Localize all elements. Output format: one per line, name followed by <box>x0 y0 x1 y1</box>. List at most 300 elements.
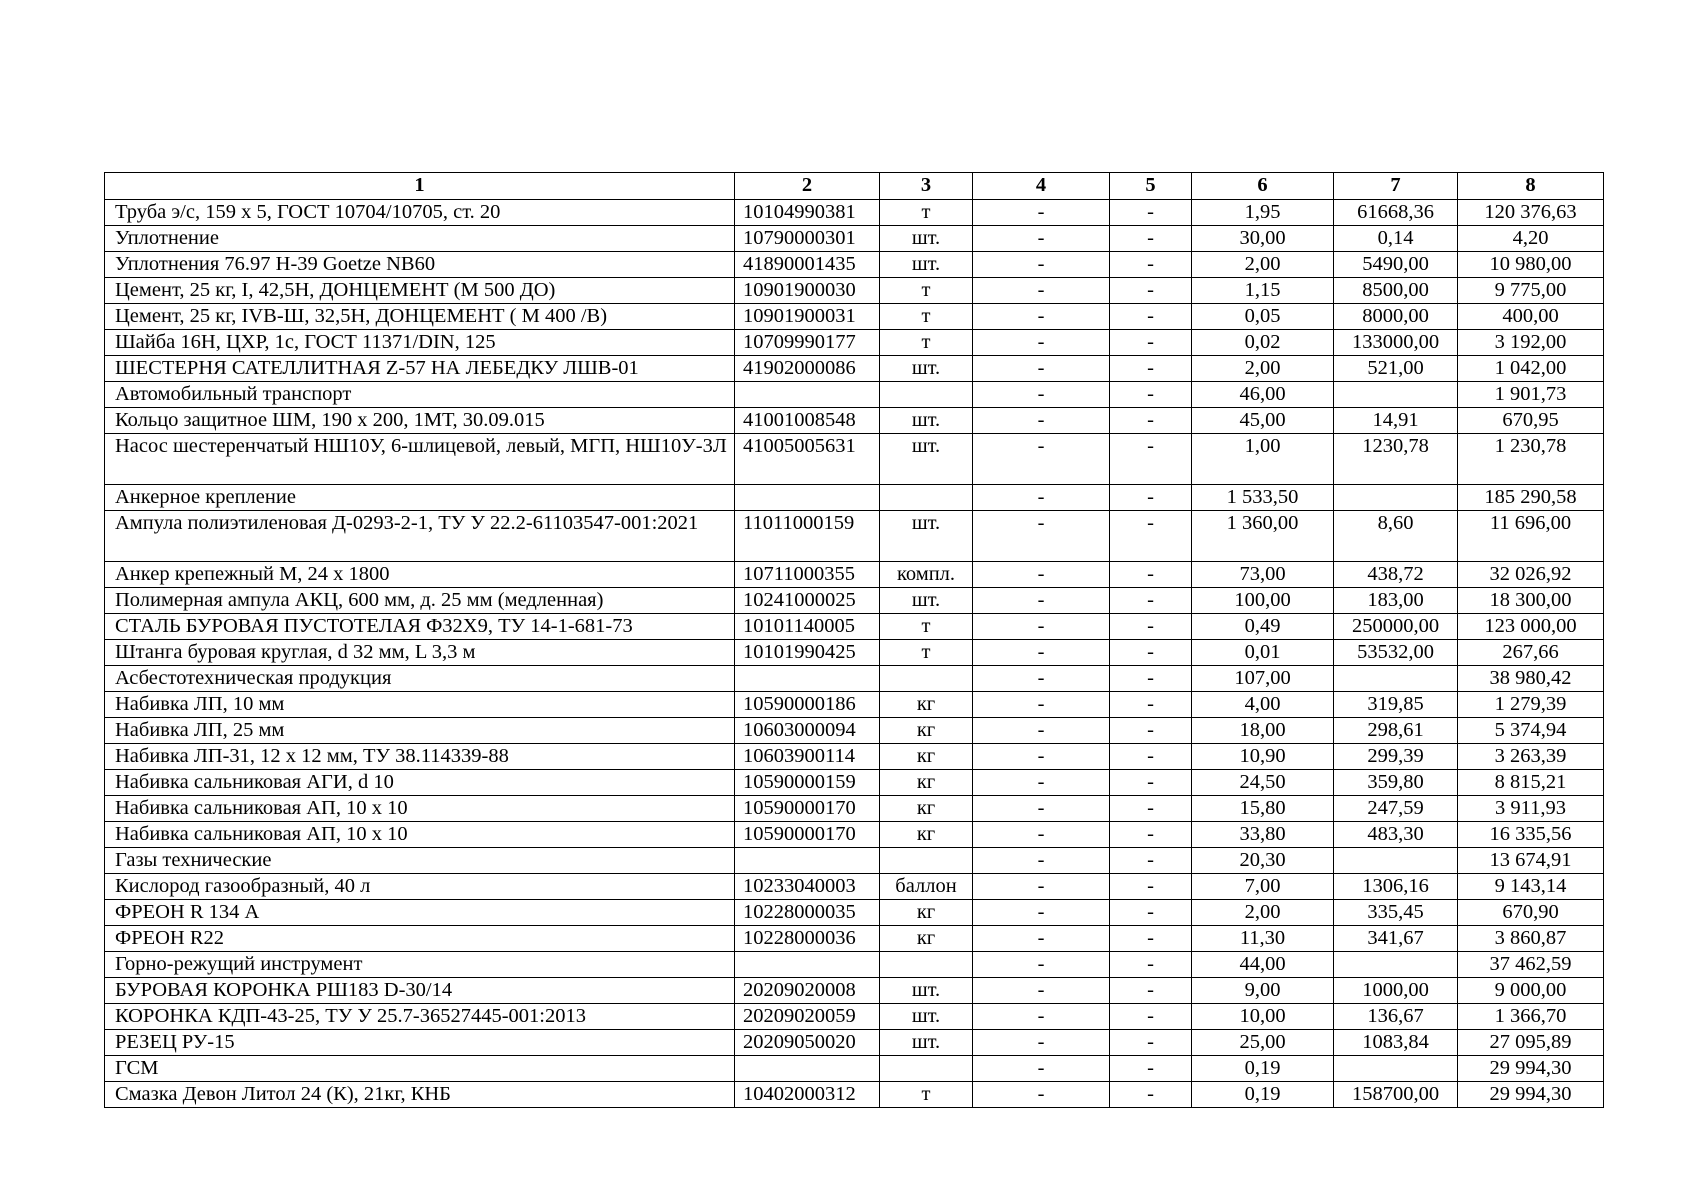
unit-cell: кг <box>880 796 973 822</box>
item-name-cell: Кислород газообразный, 40 л <box>105 874 735 900</box>
unit-cell: кг <box>880 744 973 770</box>
column-header: 3 <box>880 173 973 200</box>
col5-cell: - <box>1110 718 1192 744</box>
amount-cell: 123 000,00 <box>1458 614 1604 640</box>
item-name-cell: ГСМ <box>105 1056 735 1082</box>
price-cell: 299,39 <box>1334 744 1458 770</box>
table-row <box>105 744 1604 770</box>
col4-cell: - <box>973 278 1110 304</box>
col5-cell: - <box>1110 434 1192 485</box>
unit-cell: кг <box>880 770 973 796</box>
table-row <box>105 1004 1604 1030</box>
quantity-cell: 33,80 <box>1192 822 1334 848</box>
amount-cell: 1 366,70 <box>1458 1004 1604 1030</box>
price-cell: 1306,16 <box>1334 874 1458 900</box>
item-name-cell: Набивка сальниковая АГИ, d 10 <box>105 770 735 796</box>
item-code-cell: 10590000186 <box>735 692 880 718</box>
quantity-cell: 15,80 <box>1192 796 1334 822</box>
unit-cell: т <box>880 640 973 666</box>
item-code-cell: 11011000159 <box>735 511 880 562</box>
quantity-cell: 4,00 <box>1192 692 1334 718</box>
col5-cell: - <box>1110 200 1192 226</box>
col5-cell: - <box>1110 408 1192 434</box>
price-cell: 1083,84 <box>1334 1030 1458 1056</box>
item-code-cell: 10603900114 <box>735 744 880 770</box>
item-code-cell: 20209020008 <box>735 978 880 1004</box>
price-cell: 158700,00 <box>1334 1082 1458 1108</box>
col5-cell: - <box>1110 978 1192 1004</box>
column-header: 5 <box>1110 173 1192 200</box>
item-code-cell: 10101990425 <box>735 640 880 666</box>
quantity-cell: 1 360,00 <box>1192 511 1334 562</box>
table-row <box>105 356 1604 382</box>
column-header: 7 <box>1334 173 1458 200</box>
table-row <box>105 1030 1604 1056</box>
amount-cell: 670,95 <box>1458 408 1604 434</box>
col4-cell: - <box>973 978 1110 1004</box>
col4-cell: - <box>973 200 1110 226</box>
quantity-cell: 20,30 <box>1192 848 1334 874</box>
price-cell: 341,67 <box>1334 926 1458 952</box>
table-row <box>105 1082 1604 1108</box>
item-name-cell: Полимерная ампула АКЦ, 600 мм, д. 25 мм (медленная) <box>105 588 735 614</box>
amount-cell: 1 042,00 <box>1458 356 1604 382</box>
price-cell: 133000,00 <box>1334 330 1458 356</box>
column-header: 2 <box>735 173 880 200</box>
quantity-cell: 45,00 <box>1192 408 1334 434</box>
table-row <box>105 200 1604 226</box>
amount-cell: 18 300,00 <box>1458 588 1604 614</box>
price-cell: 8000,00 <box>1334 304 1458 330</box>
item-name-cell: Смазка Девон Литол 24 (К), 21кг, КНБ <box>105 1082 735 1108</box>
amount-cell: 1 901,73 <box>1458 382 1604 408</box>
item-code-cell <box>735 666 880 692</box>
item-name-cell: ФРЕОН R 134 А <box>105 900 735 926</box>
table-row <box>105 382 1604 408</box>
col5-cell: - <box>1110 640 1192 666</box>
table-row <box>105 485 1604 511</box>
amount-cell: 120 376,63 <box>1458 200 1604 226</box>
col4-cell: - <box>973 822 1110 848</box>
item-name-cell: ФРЕОН R22 <box>105 926 735 952</box>
item-code-cell: 10228000036 <box>735 926 880 952</box>
price-cell <box>1334 952 1458 978</box>
quantity-cell: 18,00 <box>1192 718 1334 744</box>
col5-cell: - <box>1110 588 1192 614</box>
col4-cell: - <box>973 926 1110 952</box>
col4-cell: - <box>973 304 1110 330</box>
item-name-cell: Труба э/с, 159 х 5, ГОСТ 10704/10705, ст. 20 <box>105 200 735 226</box>
unit-cell: шт. <box>880 434 973 485</box>
unit-cell: шт. <box>880 356 973 382</box>
quantity-cell: 1 533,50 <box>1192 485 1334 511</box>
price-cell: 1230,78 <box>1334 434 1458 485</box>
column-header: 8 <box>1458 173 1604 200</box>
amount-cell: 3 192,00 <box>1458 330 1604 356</box>
unit-cell: кг <box>880 718 973 744</box>
price-cell: 1000,00 <box>1334 978 1458 1004</box>
quantity-cell: 0,19 <box>1192 1082 1334 1108</box>
table-row <box>105 588 1604 614</box>
item-code-cell: 10241000025 <box>735 588 880 614</box>
col4-cell: - <box>973 900 1110 926</box>
item-code-cell: 10901900030 <box>735 278 880 304</box>
col4-cell: - <box>973 640 1110 666</box>
amount-cell: 13 674,91 <box>1458 848 1604 874</box>
item-name-cell: Набивка ЛП-31, 12 х 12 мм, ТУ 38.114339-88 <box>105 744 735 770</box>
item-code-cell <box>735 952 880 978</box>
unit-cell: т <box>880 200 973 226</box>
col4-cell: - <box>973 226 1110 252</box>
unit-cell <box>880 1056 973 1082</box>
col4-cell: - <box>973 588 1110 614</box>
item-code-cell <box>735 848 880 874</box>
table-row <box>105 952 1604 978</box>
column-header: 6 <box>1192 173 1334 200</box>
col4-cell: - <box>973 356 1110 382</box>
price-cell <box>1334 485 1458 511</box>
col5-cell: - <box>1110 1004 1192 1030</box>
item-code-cell: 41005005631 <box>735 434 880 485</box>
price-cell: 8500,00 <box>1334 278 1458 304</box>
table-row <box>105 330 1604 356</box>
price-cell <box>1334 1056 1458 1082</box>
quantity-cell: 0,02 <box>1192 330 1334 356</box>
col4-cell: - <box>973 408 1110 434</box>
unit-cell: т <box>880 1082 973 1108</box>
table-row <box>105 900 1604 926</box>
item-code-cell: 10590000159 <box>735 770 880 796</box>
table-row <box>105 511 1604 562</box>
col4-cell: - <box>973 666 1110 692</box>
table-row <box>105 692 1604 718</box>
amount-cell: 9 143,14 <box>1458 874 1604 900</box>
item-code-cell: 41902000086 <box>735 356 880 382</box>
item-name-cell: Насос шестеренчатый НШ10У, 6-шлицевой, левый, МГП, НШ10У-3Л <box>105 434 735 485</box>
table-row <box>105 278 1604 304</box>
col5-cell: - <box>1110 356 1192 382</box>
col5-cell: - <box>1110 926 1192 952</box>
table-row <box>105 562 1604 588</box>
unit-cell: шт. <box>880 511 973 562</box>
amount-cell: 32 026,92 <box>1458 562 1604 588</box>
price-cell: 359,80 <box>1334 770 1458 796</box>
unit-cell: т <box>880 278 973 304</box>
item-code-cell: 10790000301 <box>735 226 880 252</box>
price-cell: 438,72 <box>1334 562 1458 588</box>
item-name-cell: Кольцо защитное ШМ, 190 х 200, 1МТ, 30.09.015 <box>105 408 735 434</box>
unit-cell: кг <box>880 926 973 952</box>
quantity-cell: 2,00 <box>1192 356 1334 382</box>
item-name-cell: Автомобильный транспорт <box>105 382 735 408</box>
col5-cell: - <box>1110 796 1192 822</box>
table-row <box>105 226 1604 252</box>
price-cell: 521,00 <box>1334 356 1458 382</box>
table-row <box>105 614 1604 640</box>
unit-cell: т <box>880 614 973 640</box>
amount-cell: 10 980,00 <box>1458 252 1604 278</box>
price-cell: 8,60 <box>1334 511 1458 562</box>
quantity-cell: 24,50 <box>1192 770 1334 796</box>
amount-cell: 8 815,21 <box>1458 770 1604 796</box>
item-code-cell: 10104990381 <box>735 200 880 226</box>
table-row <box>105 874 1604 900</box>
item-code-cell: 10711000355 <box>735 562 880 588</box>
unit-cell: компл. <box>880 562 973 588</box>
col4-cell: - <box>973 382 1110 408</box>
col5-cell: - <box>1110 744 1192 770</box>
col4-cell: - <box>973 434 1110 485</box>
table-body <box>105 200 1604 1108</box>
item-name-cell: Уплотнения 76.97 Н-39 Goetze NB60 <box>105 252 735 278</box>
quantity-cell: 1,00 <box>1192 434 1334 485</box>
materials-table <box>104 172 1604 1108</box>
amount-cell: 5 374,94 <box>1458 718 1604 744</box>
item-name-cell: Набивка ЛП, 25 мм <box>105 718 735 744</box>
item-code-cell: 20209050020 <box>735 1030 880 1056</box>
price-cell: 61668,36 <box>1334 200 1458 226</box>
item-code-cell: 10590000170 <box>735 796 880 822</box>
item-name-cell: Анкер крепежный М, 24 х 1800 <box>105 562 735 588</box>
col5-cell: - <box>1110 304 1192 330</box>
amount-cell: 670,90 <box>1458 900 1604 926</box>
table-row <box>105 434 1604 485</box>
price-cell: 53532,00 <box>1334 640 1458 666</box>
amount-cell: 9 775,00 <box>1458 278 1604 304</box>
unit-cell: кг <box>880 900 973 926</box>
col5-cell: - <box>1110 900 1192 926</box>
unit-cell: шт. <box>880 1004 973 1030</box>
col4-cell: - <box>973 330 1110 356</box>
table-row <box>105 640 1604 666</box>
quantity-cell: 1,15 <box>1192 278 1334 304</box>
unit-cell: шт. <box>880 588 973 614</box>
col5-cell: - <box>1110 330 1192 356</box>
header-row <box>105 173 1604 200</box>
col4-cell: - <box>973 744 1110 770</box>
col4-cell: - <box>973 796 1110 822</box>
item-code-cell: 41890001435 <box>735 252 880 278</box>
table-row <box>105 304 1604 330</box>
unit-cell: шт. <box>880 1030 973 1056</box>
col5-cell: - <box>1110 1056 1192 1082</box>
col5-cell: - <box>1110 382 1192 408</box>
unit-cell: кг <box>880 692 973 718</box>
col4-cell: - <box>973 614 1110 640</box>
col4-cell: - <box>973 770 1110 796</box>
quantity-cell: 100,00 <box>1192 588 1334 614</box>
price-cell: 5490,00 <box>1334 252 1458 278</box>
item-name-cell: Набивка сальниковая АП, 10 х 10 <box>105 796 735 822</box>
item-name-cell: Цемент, 25 кг, IVB-Ш, 32,5Н, ДОНЦЕМЕНТ ( М 400 /В) <box>105 304 735 330</box>
col4-cell: - <box>973 485 1110 511</box>
item-name-cell: Анкерное крепление <box>105 485 735 511</box>
amount-cell: 11 696,00 <box>1458 511 1604 562</box>
item-name-cell: Шайба 16Н, ЦХР, 1с, ГОСТ 11371/DIN, 125 <box>105 330 735 356</box>
quantity-cell: 0,01 <box>1192 640 1334 666</box>
amount-cell: 4,20 <box>1458 226 1604 252</box>
col5-cell: - <box>1110 848 1192 874</box>
col5-cell: - <box>1110 1030 1192 1056</box>
col5-cell: - <box>1110 511 1192 562</box>
item-code-cell: 10233040003 <box>735 874 880 900</box>
item-name-cell: Штанга буровая круглая, d 32 мм, L 3,3 м <box>105 640 735 666</box>
item-name-cell: Газы технические <box>105 848 735 874</box>
unit-cell <box>880 382 973 408</box>
price-cell: 335,45 <box>1334 900 1458 926</box>
item-name-cell: Набивка ЛП, 10 мм <box>105 692 735 718</box>
price-cell <box>1334 848 1458 874</box>
unit-cell: шт. <box>880 408 973 434</box>
amount-cell: 185 290,58 <box>1458 485 1604 511</box>
quantity-cell: 10,90 <box>1192 744 1334 770</box>
unit-cell: шт. <box>880 252 973 278</box>
unit-cell: кг <box>880 822 973 848</box>
item-code-cell <box>735 1056 880 1082</box>
col4-cell: - <box>973 1030 1110 1056</box>
item-code-cell: 10402000312 <box>735 1082 880 1108</box>
amount-cell: 29 994,30 <box>1458 1082 1604 1108</box>
price-cell <box>1334 666 1458 692</box>
price-cell: 247,59 <box>1334 796 1458 822</box>
amount-cell: 37 462,59 <box>1458 952 1604 978</box>
quantity-cell: 25,00 <box>1192 1030 1334 1056</box>
price-cell: 298,61 <box>1334 718 1458 744</box>
col5-cell: - <box>1110 666 1192 692</box>
quantity-cell: 0,05 <box>1192 304 1334 330</box>
col5-cell: - <box>1110 1082 1192 1108</box>
price-cell: 183,00 <box>1334 588 1458 614</box>
table-row <box>105 978 1604 1004</box>
col4-cell: - <box>973 874 1110 900</box>
item-code-cell: 41001008548 <box>735 408 880 434</box>
quantity-cell: 107,00 <box>1192 666 1334 692</box>
col4-cell: - <box>973 1004 1110 1030</box>
col5-cell: - <box>1110 874 1192 900</box>
amount-cell: 9 000,00 <box>1458 978 1604 1004</box>
quantity-cell: 0,19 <box>1192 1056 1334 1082</box>
unit-cell: шт. <box>880 226 973 252</box>
unit-cell: т <box>880 330 973 356</box>
col5-cell: - <box>1110 614 1192 640</box>
quantity-cell: 46,00 <box>1192 382 1334 408</box>
amount-cell: 16 335,56 <box>1458 822 1604 848</box>
col4-cell: - <box>973 1082 1110 1108</box>
quantity-cell: 0,49 <box>1192 614 1334 640</box>
item-code-cell: 10603000094 <box>735 718 880 744</box>
col5-cell: - <box>1110 770 1192 796</box>
table-row <box>105 848 1604 874</box>
item-code-cell: 10590000170 <box>735 822 880 848</box>
quantity-cell: 9,00 <box>1192 978 1334 1004</box>
column-header: 4 <box>973 173 1110 200</box>
price-cell: 14,91 <box>1334 408 1458 434</box>
table-row <box>105 1056 1604 1082</box>
item-name-cell: Цемент, 25 кг, I, 42,5Н, ДОНЦЕМЕНТ (М 500 ДО) <box>105 278 735 304</box>
amount-cell: 3 860,87 <box>1458 926 1604 952</box>
unit-cell: шт. <box>880 978 973 1004</box>
table-row <box>105 718 1604 744</box>
amount-cell: 3 263,39 <box>1458 744 1604 770</box>
item-code-cell: 10901900031 <box>735 304 880 330</box>
amount-cell: 1 279,39 <box>1458 692 1604 718</box>
quantity-cell: 1,95 <box>1192 200 1334 226</box>
item-name-cell: КОРОНКА КДП-43-25, ТУ У 25.7-36527445-001:2013 <box>105 1004 735 1030</box>
quantity-cell: 44,00 <box>1192 952 1334 978</box>
price-cell: 483,30 <box>1334 822 1458 848</box>
amount-cell: 3 911,93 <box>1458 796 1604 822</box>
col5-cell: - <box>1110 485 1192 511</box>
quantity-cell: 73,00 <box>1192 562 1334 588</box>
amount-cell: 1 230,78 <box>1458 434 1604 485</box>
col5-cell: - <box>1110 692 1192 718</box>
quantity-cell: 11,30 <box>1192 926 1334 952</box>
item-name-cell: Горно-режущий инструмент <box>105 952 735 978</box>
item-code-cell: 20209020059 <box>735 1004 880 1030</box>
unit-cell <box>880 848 973 874</box>
amount-cell: 38 980,42 <box>1458 666 1604 692</box>
item-name-cell: Ампула полиэтиленовая Д-0293-2-1, ТУ У 22.2-61103547-001:2021 <box>105 511 735 562</box>
item-code-cell: 10228000035 <box>735 900 880 926</box>
col5-cell: - <box>1110 822 1192 848</box>
quantity-cell: 2,00 <box>1192 900 1334 926</box>
amount-cell: 267,66 <box>1458 640 1604 666</box>
col4-cell: - <box>973 562 1110 588</box>
col5-cell: - <box>1110 252 1192 278</box>
col4-cell: - <box>973 1056 1110 1082</box>
item-name-cell: Асбестотехническая продукция <box>105 666 735 692</box>
table-row <box>105 408 1604 434</box>
item-name-cell: БУРОВАЯ КОРОНКА РШ183 D-30/14 <box>105 978 735 1004</box>
table-row <box>105 796 1604 822</box>
table-row <box>105 666 1604 692</box>
item-name-cell: Уплотнение <box>105 226 735 252</box>
table-row <box>105 926 1604 952</box>
quantity-cell: 10,00 <box>1192 1004 1334 1030</box>
table-row <box>105 822 1604 848</box>
unit-cell: баллон <box>880 874 973 900</box>
col4-cell: - <box>973 848 1110 874</box>
quantity-cell: 7,00 <box>1192 874 1334 900</box>
item-code-cell <box>735 382 880 408</box>
unit-cell <box>880 666 973 692</box>
table-row <box>105 252 1604 278</box>
item-name-cell: РЕЗЕЦ РУ-15 <box>105 1030 735 1056</box>
amount-cell: 29 994,30 <box>1458 1056 1604 1082</box>
col5-cell: - <box>1110 278 1192 304</box>
col5-cell: - <box>1110 952 1192 978</box>
amount-cell: 27 095,89 <box>1458 1030 1604 1056</box>
price-cell: 136,67 <box>1334 1004 1458 1030</box>
col4-cell: - <box>973 692 1110 718</box>
quantity-cell: 2,00 <box>1192 252 1334 278</box>
unit-cell: т <box>880 304 973 330</box>
unit-cell <box>880 952 973 978</box>
item-code-cell <box>735 485 880 511</box>
column-header: 1 <box>105 173 735 200</box>
col4-cell: - <box>973 511 1110 562</box>
item-name-cell: Набивка сальниковая АП, 10 х 10 <box>105 822 735 848</box>
col5-cell: - <box>1110 226 1192 252</box>
item-name-cell: ШЕСТЕРНЯ САТЕЛЛИТНАЯ Z-57 НА ЛЕБЕДКУ ЛШВ-01 <box>105 356 735 382</box>
quantity-cell: 30,00 <box>1192 226 1334 252</box>
price-cell: 319,85 <box>1334 692 1458 718</box>
col5-cell: - <box>1110 562 1192 588</box>
item-code-cell: 10709990177 <box>735 330 880 356</box>
col4-cell: - <box>973 952 1110 978</box>
price-cell: 250000,00 <box>1334 614 1458 640</box>
unit-cell <box>880 485 973 511</box>
